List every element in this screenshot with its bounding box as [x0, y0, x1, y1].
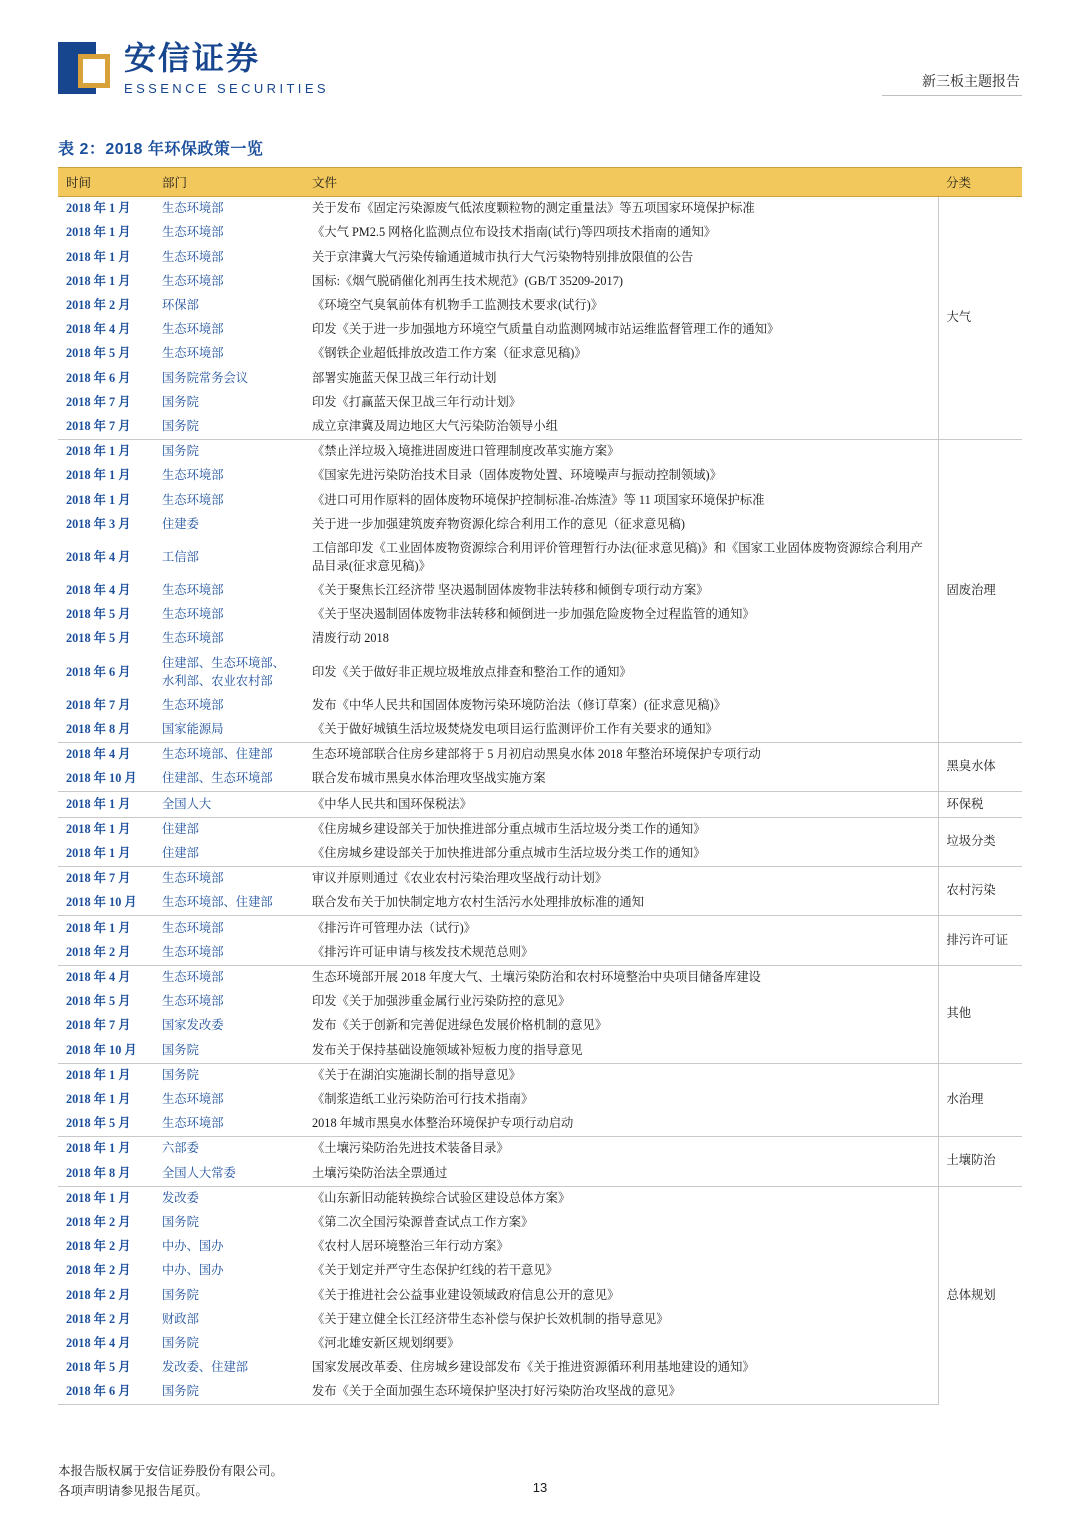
cell-category: 黑臭水体: [938, 742, 1022, 791]
statement-line: 各项声明请参见报告尾页。: [58, 1484, 209, 1498]
table-row: [58, 718, 1022, 743]
cell-category: 总体规划: [938, 1186, 1022, 1405]
table-row: [58, 1186, 1022, 1211]
cell-time: 2018 年 1 月: [58, 792, 154, 817]
cell-department: 生态环境部: [162, 631, 224, 646]
cell-category: 大气: [938, 197, 1022, 440]
cell-file: 联合发布城市黑臭水体治理攻坚战实施方案: [312, 771, 546, 786]
cell-time: 2018 年 7 月: [66, 697, 131, 712]
cell-file: 《关于建立健全长江经济带生态补偿与保护长效机制的指导意见》: [312, 1311, 669, 1326]
cell-file: 印发《关于进一步加强地方环境空气质量自动监测网城市站运维监督管理工作的通知》: [312, 322, 780, 337]
cell-department: 国务院: [162, 1287, 199, 1302]
cell-category: 固废治理: [938, 440, 1022, 743]
cell-time: 2018 年 3 月: [66, 516, 131, 531]
cell-file: 《环境空气臭氧前体有机物手工监测技术要求(试行)》: [312, 298, 604, 312]
cell-department: 发改委、住建部: [162, 1360, 249, 1375]
cell-file: 发布《关于创新和完善促进绿色发展价格机制的意见》: [312, 1018, 608, 1033]
cell-file: 《国家先进污染防治技术目录（固体废物处置、环境噪声与振动控制领域)》: [312, 468, 722, 483]
cell-time: 2018 年 2 月: [66, 1263, 131, 1278]
table-body: [58, 197, 1022, 1405]
cell-category: 水治理: [938, 1063, 1022, 1137]
table-row: [58, 1332, 1022, 1356]
cell-time: 2018 年 4 月: [66, 1335, 131, 1350]
cell-department: 财政部: [162, 1311, 199, 1326]
table-row: [58, 792, 1022, 817]
table-row: [58, 391, 1022, 415]
cell-department: 生态环境部: [154, 197, 304, 222]
cell-file: 清废行动 2018: [312, 631, 389, 646]
cell-department: 六部委: [154, 1137, 304, 1162]
cell-department: 生态环境部: [162, 1091, 224, 1106]
cell-department: 国务院: [154, 1063, 304, 1088]
cell-time: 2018 年 6 月: [66, 370, 131, 385]
table-title: 表 2：2018 年环保政策一览: [58, 141, 264, 158]
cell-file: 2018 年城市黑臭水体整治环境保护专项行动启动: [312, 1116, 574, 1131]
table-row: [58, 513, 1022, 537]
cell-time: 2018 年 1 月: [66, 225, 131, 240]
table-row: [58, 866, 1022, 891]
table-row: [58, 415, 1022, 440]
cell-department: 住建委: [162, 516, 199, 531]
table-row: [58, 1356, 1022, 1380]
cell-time: 2018 年 10 月: [66, 1042, 137, 1057]
cell-department: 国务院: [162, 1214, 199, 1229]
report-label: 新三板主题报告: [882, 71, 1022, 96]
copyright-line: 本报告版权属于安信证券股份有限公司。: [58, 1464, 284, 1478]
table-row: [58, 651, 1022, 693]
cell-file: 《关于坚决遏制固体废物非法转移和倾倒进一步加强危险废物全过程监管的通知》: [312, 607, 755, 622]
cell-time: 2018 年 10 月: [66, 895, 137, 910]
cell-file: 印发《打赢蓝天保卫战三年行动计划》: [312, 394, 522, 409]
cell-department: 生态环境部: [162, 944, 224, 959]
cell-file: 发布《中华人民共和国固体废物污染环境防治法（修订草案）(征求意见稿)》: [312, 697, 726, 712]
cell-file: 《禁止洋垃圾入境推进固废进口管理制度改革实施方案》: [304, 440, 938, 465]
cell-time: 2018 年 7 月: [66, 394, 131, 409]
cell-file: 《第二次全国污染源普查试点工作方案》: [312, 1214, 534, 1229]
cell-file: 生态环境部开展 2018 年度大气、土壤污染防治和农村环境整治中央项目储备库建设: [304, 965, 938, 990]
cell-department: 住建部、生态环境部、水利部、农业农村部: [162, 655, 285, 688]
cell-department: 国务院: [154, 440, 304, 465]
cell-file: 关于京津冀大气污染传输通道城市执行大气污染物特别排放限值的公告: [312, 249, 694, 264]
table-row: [58, 1137, 1022, 1162]
table-row: [58, 842, 1022, 867]
page-footer: [58, 1461, 1022, 1501]
cell-department: 住建部: [154, 817, 304, 842]
table-row: [58, 941, 1022, 966]
cell-department: 生态环境部: [162, 583, 224, 598]
cell-time: 2018 年 1 月: [66, 249, 131, 264]
logo-mark-icon: [58, 42, 110, 94]
cell-department: 生态环境部、住建部: [154, 742, 304, 767]
cell-department: 国务院: [162, 419, 199, 434]
cell-department: 生态环境部: [162, 492, 224, 507]
cell-file: 《关于在湖泊实施湖长制的指导意见》: [304, 1063, 938, 1088]
table-row: [58, 318, 1022, 342]
cell-department: 全国人大: [154, 792, 304, 817]
column-header-file: 文件: [304, 168, 938, 197]
cell-time: 2018 年 1 月: [58, 1137, 154, 1162]
cell-file: 《山东新旧动能转换综合试验区建设总体方案》: [304, 1186, 938, 1211]
cell-file: 《钢铁企业超低排放改造工作方案（征求意见稿)》: [312, 346, 587, 361]
cell-category: 农村污染: [938, 866, 1022, 915]
brand-name-en: ESSENCE SECURITIES: [124, 81, 329, 96]
table-row: [58, 1112, 1022, 1137]
cell-department: 生态环境部: [154, 866, 304, 891]
cell-file: 《住房城乡建设部关于加快推进部分重点城市生活垃圾分类工作的通知》: [304, 817, 938, 842]
cell-time: 2018 年 1 月: [58, 1063, 154, 1088]
cell-file: 发布《关于全面加强生态环境保护坚决打好污染防治攻坚战的意见》: [304, 1380, 938, 1405]
column-header-time: 时间: [58, 168, 154, 197]
cell-file: 审议并原则通过《农业农村污染治理攻坚战行动计划》: [304, 866, 938, 891]
table-row: [58, 1235, 1022, 1259]
cell-time: 2018 年 2 月: [66, 1239, 131, 1254]
table-row: [58, 627, 1022, 651]
cell-file: 工信部印发《工业固体废物资源综合利用评价管理暂行办法(征求意见稿)》和《国家工业固体废物资源综合利用产品目录(征求意见稿)》: [312, 541, 923, 573]
cell-category: 垃圾分类: [938, 817, 1022, 866]
cell-time: 2018 年 2 月: [66, 1287, 131, 1302]
cell-department: 国家发改委: [162, 1018, 224, 1033]
table-row: [58, 1014, 1022, 1038]
cell-file: 《关于做好城镇生活垃圾焚烧发电项目运行监测评价工作有关要求的通知》: [312, 721, 718, 736]
cell-department: 生态环境部: [162, 273, 224, 288]
cell-department: 生态环境部: [162, 322, 224, 337]
cell-department: 生态环境部: [162, 994, 224, 1009]
table-header-row: [58, 168, 1022, 197]
cell-time: 2018 年 1 月: [58, 1186, 154, 1211]
cell-time: 2018 年 5 月: [66, 1360, 131, 1375]
cell-file: 关于发布《固定污染源废气低浓度颗粒物的测定重量法》等五项国家环境保护标准: [304, 197, 938, 222]
cell-category: 其他: [938, 965, 1022, 1063]
table-row: [58, 1380, 1022, 1405]
cell-category: 排污许可证: [938, 916, 1022, 965]
cell-file: 印发《关于加强涉重金属行业污染防控的意见》: [312, 994, 571, 1009]
cell-department: 国务院: [162, 394, 199, 409]
table-row: [58, 197, 1022, 222]
cell-department: 生态环境部: [162, 697, 224, 712]
cell-file: 《制浆造纸工业污染防治可行技术指南》: [312, 1091, 534, 1106]
cell-department: 工信部: [162, 549, 199, 564]
cell-file: 土壤污染防治法全票通过: [312, 1165, 448, 1180]
cell-time: 2018 年 8 月: [66, 721, 131, 736]
cell-category: 环保税: [938, 792, 1022, 817]
table-row: [58, 1283, 1022, 1307]
cell-time: 2018 年 2 月: [66, 1214, 131, 1229]
brand-logo: [58, 40, 329, 96]
cell-file: 《中华人民共和国环保税法》: [304, 792, 938, 817]
table-row: [58, 270, 1022, 294]
table-row: [58, 990, 1022, 1014]
cell-file: 成立京津冀及周边地区大气污染防治领导小组: [312, 419, 558, 434]
cell-time: 2018 年 2 月: [66, 298, 131, 312]
cell-time: 2018 年 5 月: [66, 1116, 131, 1131]
table-row: [58, 603, 1022, 627]
table-row: [58, 342, 1022, 366]
cell-file: 联合发布关于加快制定地方农村生活污水处理排放标准的通知: [312, 895, 645, 910]
table-row: [58, 537, 1022, 579]
cell-time: 2018 年 8 月: [66, 1165, 131, 1180]
cell-time: 2018 年 1 月: [66, 845, 131, 860]
cell-file: 《关于划定并严守生态保护红线的若干意见》: [312, 1263, 558, 1278]
cell-file: 生态环境部联合住房乡建部将于 5 月初启动黑臭水体 2018 年整治环境保护专项行动: [304, 742, 938, 767]
cell-time: 2018 年 1 月: [66, 273, 131, 288]
cell-time: 2018 年 1 月: [58, 440, 154, 465]
cell-time: 2018 年 4 月: [66, 322, 131, 337]
cell-department: 生态环境部: [154, 965, 304, 990]
cell-department: 国务院: [162, 1335, 199, 1350]
cell-file: 国家发展改革委、住房城乡建设部发布《关于推进资源循环利用基地建设的通知》: [312, 1360, 755, 1375]
table-row: [58, 440, 1022, 465]
cell-file: 《关于推进社会公益事业建设领域政府信息公开的意见》: [312, 1287, 620, 1302]
cell-file: 发布关于保持基础设施领域补短板力度的指导意见: [312, 1042, 583, 1057]
cell-file: 部署实施蓝天保卫战三年行动计划: [312, 370, 497, 385]
cell-department: 生态环境部: [162, 346, 224, 361]
cell-time: 2018 年 5 月: [66, 346, 131, 361]
cell-file: 《排污许可管理办法（试行)》: [304, 916, 938, 941]
table-row: [58, 891, 1022, 916]
cell-time: 2018 年 7 月: [66, 419, 131, 434]
column-header-department: 部门: [154, 168, 304, 197]
cell-department: 全国人大常委: [162, 1165, 236, 1180]
table-row: [58, 1308, 1022, 1332]
cell-time: 2018 年 2 月: [66, 1311, 131, 1326]
cell-department: 国务院: [162, 1042, 199, 1057]
cell-time: 2018 年 1 月: [58, 197, 154, 222]
cell-department: 生态环境部: [162, 225, 224, 240]
cell-time: 2018 年 1 月: [58, 817, 154, 842]
cell-time: 2018 年 4 月: [66, 583, 131, 598]
cell-time: 2018 年 7 月: [58, 866, 154, 891]
cell-department: 住建部: [162, 845, 199, 860]
cell-time: 2018 年 1 月: [66, 492, 131, 507]
table-row: [58, 488, 1022, 512]
cell-time: 2018 年 1 月: [66, 1091, 131, 1106]
table-row: [58, 817, 1022, 842]
table-row: [58, 1161, 1022, 1186]
cell-file: 《河北雄安新区规划纲要》: [312, 1335, 460, 1350]
cell-file: 印发《关于做好非正规垃圾堆放点排查和整治工作的通知》: [312, 664, 632, 679]
page-header: [58, 0, 1022, 96]
cell-department: 国务院常务会议: [162, 370, 249, 385]
cell-file: 《大气 PM2.5 网格化监测点位布设技术指南(试行)等四项技术指南的通知》: [312, 225, 717, 240]
cell-department: 生态环境部: [162, 1116, 224, 1131]
cell-file: 《进口可用作原料的固体废物环境保护控制标准-冶炼渣》等 11 项国家环境保护标准: [312, 492, 765, 507]
cell-file: 国标:《烟气脱硝催化剂再生技术规范》(GB/T 35209-2017): [312, 273, 623, 288]
cell-department: 发改委: [154, 1186, 304, 1211]
cell-file: 《土壤污染防治先进技术装备目录》: [304, 1137, 938, 1162]
cell-time: 2018 年 5 月: [66, 631, 131, 646]
cell-time: 2018 年 1 月: [66, 468, 131, 483]
cell-file: 《农村人居环境整治三年行动方案》: [312, 1239, 509, 1254]
page-number: 13: [532, 1480, 548, 1495]
cell-time: 2018 年 2 月: [66, 944, 131, 959]
table-row: [58, 1063, 1022, 1088]
cell-department: 生态环境部: [154, 916, 304, 941]
cell-department: 生态环境部、住建部: [162, 895, 273, 910]
table-row: [58, 464, 1022, 488]
table-row: [58, 767, 1022, 792]
cell-time: 2018 年 7 月: [66, 1018, 131, 1033]
cell-file: 《排污许可证申请与核发技术规范总则》: [312, 944, 534, 959]
table-row: [58, 1259, 1022, 1283]
cell-department: 生态环境部: [162, 249, 224, 264]
table-row: [58, 294, 1022, 318]
cell-file: 《关于聚焦长江经济带 坚决遏制固体废物非法转移和倾倒专项行动方案》: [312, 583, 709, 598]
cell-time: 2018 年 4 月: [58, 965, 154, 990]
cell-department: 环保部: [162, 298, 199, 312]
cell-file: 《住房城乡建设部关于加快推进部分重点城市生活垃圾分类工作的通知》: [312, 845, 706, 860]
cell-department: 生态环境部: [162, 607, 224, 622]
cell-file: 关于进一步加强建筑废弃物资源化综合利用工作的意见（征求意见稿): [312, 516, 686, 531]
brand-name-cn: 安信证券: [124, 40, 261, 77]
table-row: [58, 1038, 1022, 1063]
table-row: [58, 366, 1022, 390]
table-row: [58, 245, 1022, 269]
cell-time: 2018 年 6 月: [66, 664, 131, 679]
cell-time: 2018 年 10 月: [66, 771, 137, 786]
cell-time: 2018 年 4 月: [66, 549, 131, 564]
table-row: [58, 916, 1022, 941]
cell-time: 2018 年 5 月: [66, 607, 131, 622]
column-header-category: 分类: [938, 168, 1022, 197]
cell-department: 住建部、生态环境部: [162, 771, 273, 786]
table-row: [58, 221, 1022, 245]
table-row: [58, 965, 1022, 990]
cell-department: 国务院: [154, 1380, 304, 1405]
table-row: [58, 1211, 1022, 1235]
cell-department: 中办、国办: [162, 1239, 224, 1254]
cell-time: 2018 年 6 月: [58, 1380, 154, 1405]
cell-time: 2018 年 5 月: [66, 994, 131, 1009]
table-row: [58, 579, 1022, 603]
cell-time: 2018 年 1 月: [58, 916, 154, 941]
cell-department: 生态环境部: [162, 468, 224, 483]
table-row: [58, 1088, 1022, 1112]
cell-category: 土壤防治: [938, 1137, 1022, 1186]
cell-department: 国家能源局: [162, 721, 224, 736]
table-row: [58, 694, 1022, 718]
table-row: [58, 742, 1022, 767]
cell-department: 中办、国办: [162, 1263, 224, 1278]
cell-time: 2018 年 4 月: [58, 742, 154, 767]
policy-table: [58, 167, 1022, 1405]
